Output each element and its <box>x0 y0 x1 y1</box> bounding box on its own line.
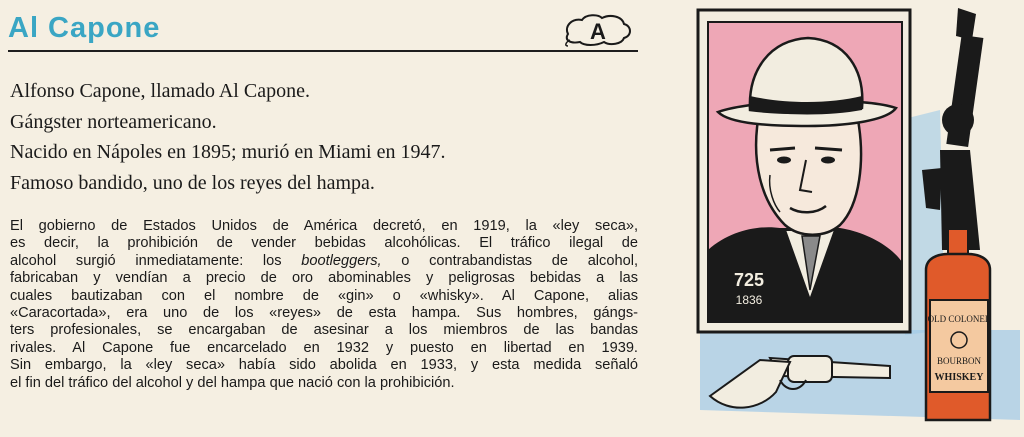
page-title: Al Capone <box>8 12 161 44</box>
bottle-label-line: OLD COLONEL <box>927 314 991 324</box>
body-line: El gobierno de Estados Unidos de América decretó, en 1919, la «ley seca», <box>10 218 638 234</box>
intro-line: Famoso bandido, uno de los reyes del hampa. <box>10 171 375 194</box>
bottle-label-line: WHISKEY <box>934 372 984 383</box>
badge-letter: A <box>590 19 606 44</box>
intro-line: Alfonso Capone, llamado Al Capone. <box>10 80 310 102</box>
intro-summary <box>10 76 630 198</box>
body-line-text: o contrabandistas de alcohol, <box>381 252 638 269</box>
body-line: es decir, la prohibición de vender bebidas alcohólicas. El tráfico ilegal de <box>10 235 638 252</box>
intro-line: Gángster norteamericano. <box>10 110 217 133</box>
body-line-text: alcohol surgió inmediatamente: los <box>10 252 302 269</box>
body-line <box>10 253 638 270</box>
mugshot-date: 1836 <box>735 293 763 307</box>
body-line: rivales. Al Capone fue encarcelado en 1932 y puesto en libertad en 1939. <box>10 339 638 356</box>
bootleggers-term: bootleggers, <box>301 252 382 269</box>
letter-a-badge-icon <box>562 12 634 48</box>
body-line: Sin embargo, la «ley seca» había sido abolida en 1933, y esta medida señaló <box>10 357 638 374</box>
eye <box>821 157 835 164</box>
body-line: cuales bautizaban con el nombre de «gin» o «whisky». Al Capone, alias <box>10 287 638 304</box>
body-line: «Caracortada», era uno de los «reyes» de esta hampa. Sus hombres, gángs- <box>10 305 638 322</box>
title-divider <box>8 50 638 52</box>
body-line: ters profesionales, se encargaban de asesinar a los miembros de las bandas <box>10 322 638 339</box>
eyebrow <box>815 148 842 150</box>
bottle-label-line: BOURBON <box>936 356 982 366</box>
eyebrow <box>770 148 795 150</box>
mugshot-number: 725 <box>733 270 765 290</box>
intro-line: Nacido en Nápoles en 1895; murió en Miami en 1947. <box>10 141 446 163</box>
eye <box>777 157 791 164</box>
capone-illustration <box>690 0 1024 437</box>
body-line: el fin del tráfico del alcohol y del hampa que nació con la prohibición. <box>10 374 455 391</box>
body-paragraph <box>10 218 638 392</box>
body-line: fabricaban y vendían a precio de oro abominables y peligrosas bebidas a las <box>10 270 638 287</box>
